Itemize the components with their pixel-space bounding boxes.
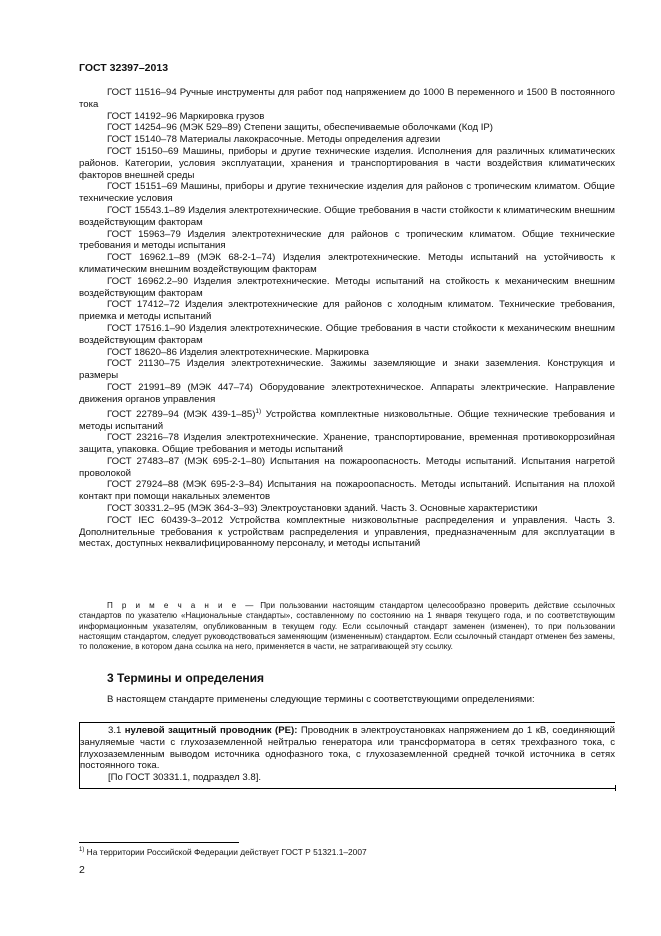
section-title: 3 Термины и определения bbox=[107, 671, 265, 685]
ref-item-with-footnote bbox=[79, 406, 615, 433]
ref-item: ГОСТ 16962.1–89 (МЭК 68-2-1–74) Изделия электротехнические. Методы испытаний на устойчивость к климатическим внешним воздействующим факторам bbox=[79, 252, 615, 275]
footnote-marker: 1) bbox=[255, 407, 262, 415]
box-corner-mark bbox=[615, 785, 616, 791]
footnote-separator bbox=[79, 842, 239, 843]
ref-text: ГОСТ 22789–94 (МЭК 439-1–85) bbox=[107, 408, 256, 420]
ref-item: ГОСТ 15150–69 Машины, приборы и другие технические изделия. Исполнения для различных климатических районов. Категории, условия эксплуатации, хранения и транспортирования в части воздействия климатических факторов внешней среды bbox=[79, 145, 615, 181]
definition-box bbox=[79, 722, 615, 789]
definition-body: Проводник в электроустановках напряжением до 1 кВ, соединяющий зануляемые части с глухозаземленной нейтралью генератора или трансформатора в сетях трехфазного тока, с глухозаземленным выводом источника однофазного тока, с глухозаземленной средней точкой источника в сетях постоянного тока. bbox=[80, 725, 615, 772]
ref-item: ГОСТ 23216–78 Изделия электротехнические. Хранение, транспортирование, временная противокоррозийная защита, упаковка. Общие требования и методы испытаний bbox=[79, 432, 615, 456]
ref-item: ГОСТ 17412–72 Изделия электротехнические для районов с холодным климатом. Технические требования, приемка и методы испытаний bbox=[79, 299, 615, 323]
ref-item: ГОСТ 30331.2–95 (МЭК 364-3–93) Электроустановки зданий. Часть 3. Основные характеристики bbox=[107, 503, 538, 515]
ref-item: ГОСТ IEC 60439-3–2012 Устройства комплектные низковольтные распределения и управления. Часть 3. Дополнительные требования к устройствам распределения и управления, предназначенным для эксплуатации в местах, доступных неквалифицированному персоналу, и методы испытаний bbox=[79, 514, 615, 550]
note-lead: П р и м е ч а н и е — bbox=[107, 601, 256, 610]
definition-text bbox=[80, 725, 615, 772]
definition-source: [По ГОСТ 30331.1, подраздел 3.8]. bbox=[108, 772, 262, 784]
ref-item: ГОСТ 15543.1–89 Изделия электротехнические. Общие требования в части стойкости к климатическим внешним воздействующим факторам bbox=[79, 204, 615, 228]
ref-item: ГОСТ 14192–96 Маркировка грузов bbox=[107, 110, 265, 122]
normative-references bbox=[79, 87, 615, 550]
ref-item: ГОСТ 11516–94 Ручные инструменты для работ под напряжением до 1000 В переменного и 1500 В постоянного тока bbox=[79, 87, 615, 110]
page-number: 2 bbox=[79, 864, 85, 876]
footnote-text: На территории Российской Федерации действует ГОСТ Р 51321.1–2007 bbox=[84, 847, 367, 857]
ref-item: ГОСТ 14254–96 (МЭК 529–89) Степени защиты, обеспечиваемые оболочками (Код IP) bbox=[107, 122, 493, 134]
ref-item: ГОСТ 15151–69 Машины, приборы и другие технические изделия для районов с тропическим климатом. Общие технические условия bbox=[79, 181, 615, 205]
ref-item: ГОСТ 16962.2–90 Изделия электротехнические. Методы испытаний на стойкость к механическим внешним воздействующим факторам bbox=[79, 275, 615, 299]
ref-item: ГОСТ 15963–79 Изделия электротехнические для районов с тропическим климатом. Общие технические требования и методы испытания bbox=[79, 228, 615, 252]
footnote bbox=[79, 847, 367, 857]
ref-item: ГОСТ 27924–88 (МЭК 695-2-3–84) Испытания на пожароопасность. Методы испытаний. Испытания на плохой контакт при помощи накальных элементов bbox=[79, 479, 615, 503]
document-header: ГОСТ 32397–2013 bbox=[79, 62, 169, 74]
references-note bbox=[79, 601, 615, 652]
ref-item: ГОСТ 17516.1–90 Изделия электротехнические. Общие требования в части стойкости к механическим внешним воздействующим факторам bbox=[79, 322, 615, 346]
ref-item: ГОСТ 21991–89 (МЭК 447–74) Оборудование электротехническое. Аппараты электрические. Направление движения органов управления bbox=[79, 381, 615, 405]
definition-number: 3.1 bbox=[108, 725, 125, 736]
ref-item: ГОСТ 15140–78 Материалы лакокрасочные. Методы определения адгезии bbox=[107, 134, 441, 146]
definition-term: нулевой защитный проводник (РЕ): bbox=[124, 725, 298, 736]
ref-item: ГОСТ 27483–87 (МЭК 695-2-1–80) Испытания на пожароопасность. Методы испытаний. Испытания нагретой проволокой bbox=[79, 455, 615, 479]
note-text: При пользовании настоящим стандартом целесообразно проверить действие ссылочных стандартов по указателю «Национальные стандарты», составленному по состоянию на 1 января текущего года, и по соответствующим информационным указателям, опубликованным в текущем году. Если ссылочный стандарт заменен (изменен), то при пользовании настоящим стандартом, следует руководствоваться заменяющим (измененным) стандартом. Если ссылочный стандарт отменен без замены, то положение, в котором дана ссылка на него, применяется в части, не затрагивающей эту ссылку. bbox=[79, 601, 615, 652]
section-intro: В настоящем стандарте применены следующие термины с соответствующими определениями: bbox=[107, 694, 535, 705]
footnote-marker: 1) bbox=[79, 847, 85, 854]
ref-item: ГОСТ 18620–86 Изделия электротехнические. Маркировка bbox=[107, 346, 369, 358]
ref-item: ГОСТ 21130–75 Изделия электротехнические. Зажимы заземляющие и знаки заземления. Конструкция и размеры bbox=[79, 358, 615, 382]
ref-text: Устройства комплектные низковольтные. Общие технические требования и методы испытаний bbox=[79, 408, 615, 432]
